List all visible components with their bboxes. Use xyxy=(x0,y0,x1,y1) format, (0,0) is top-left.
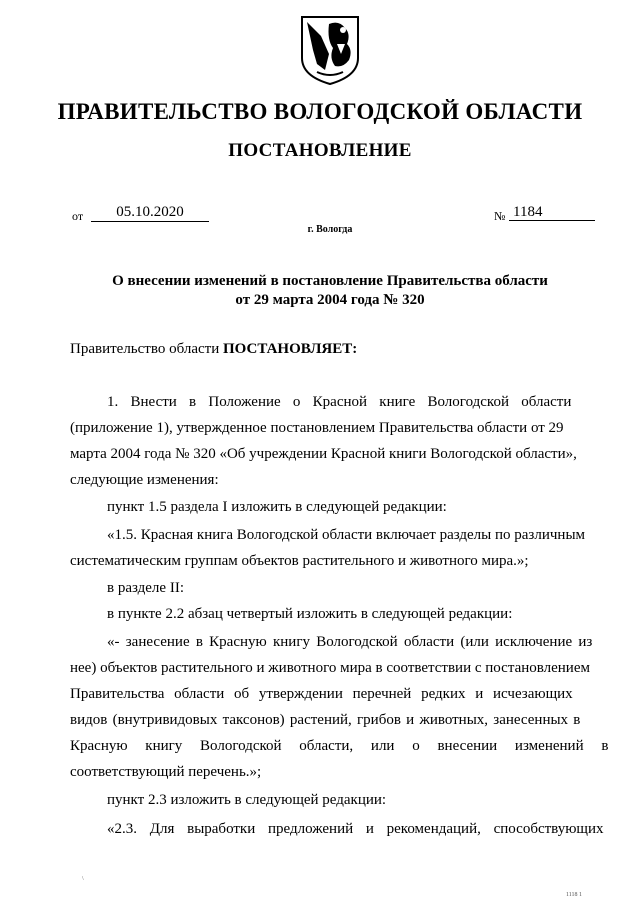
subject-line-2: от 29 марта 2004 года № 320 xyxy=(235,292,425,308)
paragraph-1-line-1: 1. Внести в Положение о Красной книге Вологодской области xyxy=(107,394,572,410)
paragraph-7: пункт 2.3 изложить в следующей редакции: xyxy=(107,792,387,808)
preamble-bold: ПОСТАНОВЛЯЕТ: xyxy=(222,341,358,357)
document-type: ПОСТАНОВЛЕНИЕ xyxy=(228,140,412,161)
organization-title: ПРАВИТЕЛЬСТВО ВОЛОГОДСКОЙ ОБЛАСТИ xyxy=(57,99,583,124)
paragraph-3-line-2: систематическим группам объектов растительного и животного мира.»; xyxy=(70,553,529,569)
city-label: г. Вологда xyxy=(307,224,353,235)
document-date: 05.10.2020 xyxy=(91,203,209,222)
paragraph-6-line-1: «- занесение в Красную книгу Вологодской области (или исключение из xyxy=(107,634,593,650)
paragraph-3-line-1: «1.5. Красная книга Вологодской области включает разделы по различным xyxy=(107,527,586,543)
date-label: от xyxy=(72,209,84,223)
scan-mark-right: 1118 1 xyxy=(566,892,583,898)
scan-mark-left: \ xyxy=(82,876,84,882)
paragraph-6-line-4: видов (внутривидовых таксонов) растений, грибов и животных, занесенных в xyxy=(70,712,581,728)
paragraph-4: в разделе II: xyxy=(107,580,184,596)
paragraph-6-line-2: нее) объектов растительного и животного мира в соответствии с постановлением xyxy=(70,660,590,676)
document-number: 1184 xyxy=(509,203,595,221)
preamble xyxy=(70,341,600,358)
document-subject xyxy=(90,272,570,310)
paragraph-1-line-2: (приложение 1), утвержденное постановлением Правительства области от 29 xyxy=(70,420,564,436)
vologda-coat-of-arms-icon xyxy=(299,14,361,86)
paragraph-8-line-1: «2.3. Для выработки предложений и рекомендаций, способствующих xyxy=(107,821,604,837)
paragraph-6-line-3: Правительства области об утверждении перечней редких и исчезающих xyxy=(70,686,573,702)
paragraph-5: в пункте 2.2 абзац четвертый изложить в следующей редакции: xyxy=(107,606,513,622)
number-label: № xyxy=(494,209,506,223)
paragraph-6-line-5: Красную книгу Вологодской области, или о внесении изменений в xyxy=(70,738,609,754)
preamble-text: Правительство области xyxy=(70,341,223,357)
subject-line-1: О внесении изменений в постановление Правительства области xyxy=(112,273,548,289)
paragraph-1-line-3: марта 2004 года № 320 «Об учреждении Красной книги Вологодской области», xyxy=(70,446,577,462)
paragraph-6-line-6: соответствующий перечень.»; xyxy=(70,764,262,780)
paragraph-1-line-4: следующие изменения: xyxy=(70,472,219,488)
paragraph-2: пункт 1.5 раздела I изложить в следующей редакции: xyxy=(107,499,447,515)
